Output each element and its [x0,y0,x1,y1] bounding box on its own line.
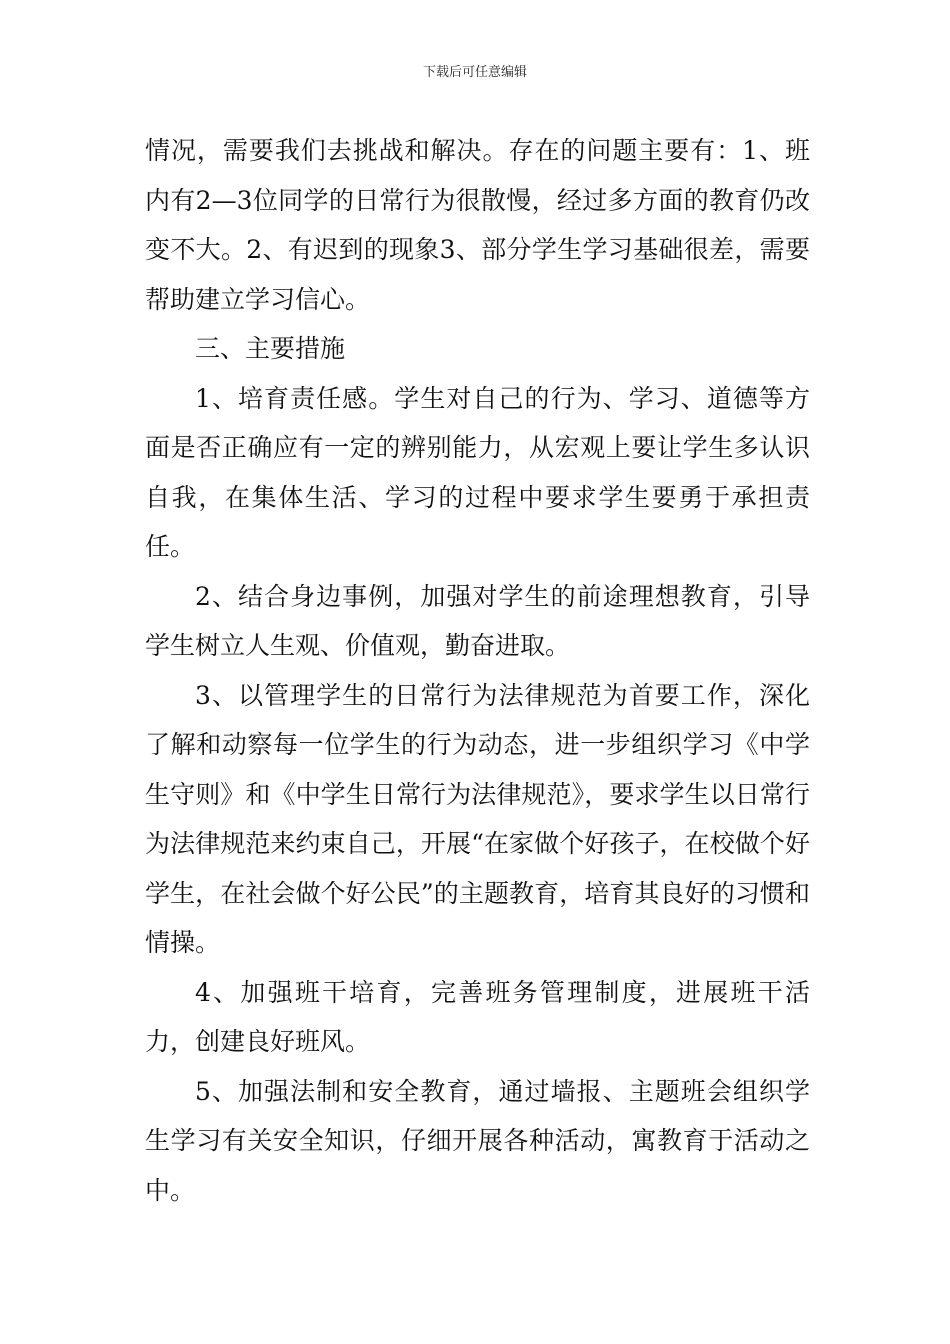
paragraph-measure-4: 4、加强班干培育，完善班务管理制度，进展班干活力，创建良好班风。 [145,977,810,1056]
paragraph-measure-3: 3、以管理学生的日常行为法律规范为首要工作，深化了解和动察每一位学生的行为动态，进一步组织学习《中学生守则》和《中学生日常行为法律规范》，要求学生以日常行为法律规范来约束自己，开展“在家做个好孩子，在校做个好学生，在社会做个好公民”的主题教育，培育其良好的习惯和情操。 [145,680,810,957]
paragraph-measure-5: 5、加强法制和安全教育，通过墙报、主题班会组织学生学习有关安全知识，仔细开展各种活动，寓教育于活动之中。 [145,1076,810,1205]
document-body [145,126,810,1215]
page-header: 下载后可任意编辑 [422,65,527,80]
paragraph-problems: 情况，需要我们去挑战和解决。存在的问题主要有：1、班内有2—3位同学的日常行为很散慢，经过多方面的教育仍改变不大。2、有迟到的现象3、部分学生学习基础很差，需要帮助建立学习信心。 [145,136,810,314]
paragraph-measure-1: 1、培育责任感。学生对自己的行为、学习、道德等方面是否正确应有一定的辨别能力，从宏观上要让学生多认识自我，在集体生活、学习的过程中要求学生要勇于承担责任。 [145,383,810,561]
section-heading-measures: 三、主要措施 [195,334,346,363]
paragraph-measure-2: 2、结合身边事例，加强对学生的前途理想教育，引导学生树立人生观、价值观，勤奋进取。 [145,581,810,660]
